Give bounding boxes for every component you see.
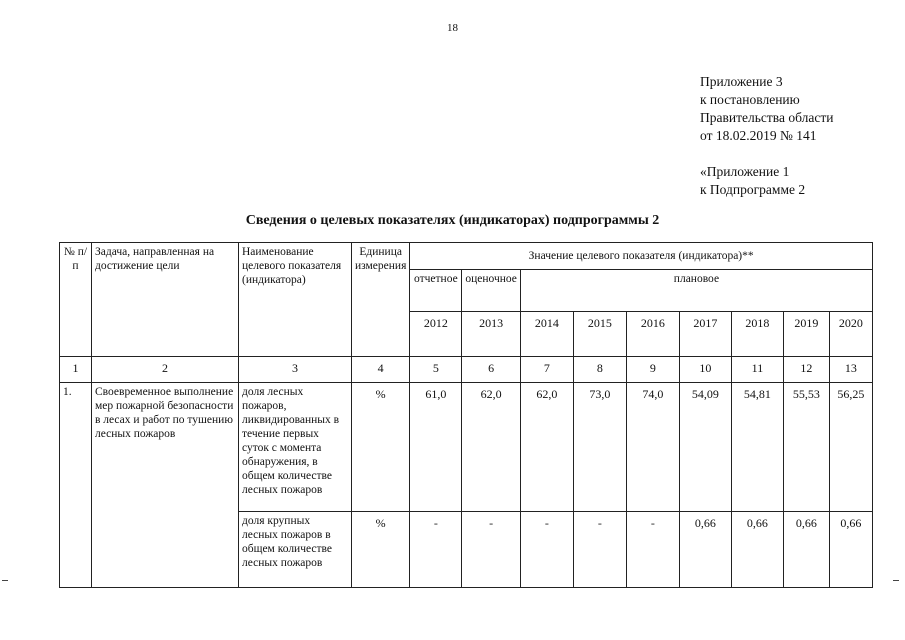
column-number: 11	[731, 357, 783, 383]
header-year: 2014	[520, 312, 573, 357]
row-value: 62,0	[520, 383, 573, 512]
column-number: 2	[92, 357, 239, 383]
header-year: 2019	[783, 312, 829, 357]
row-indicator: доля лесных пожаров, ликвидированных в течение первых суток с момента обнаружения, в общем количестве лесных пожаров	[239, 383, 352, 512]
row-num: 1.	[60, 383, 92, 588]
header-year: 2012	[410, 312, 462, 357]
header-year: 2017	[679, 312, 731, 357]
header-estimated: оценочное	[462, 270, 521, 312]
appendix-line: «Приложение 1	[700, 164, 790, 179]
row-value: 74,0	[626, 383, 679, 512]
appendix-block	[700, 73, 833, 199]
header-reported: отчетное	[410, 270, 462, 312]
row-value: 0,66	[829, 512, 872, 588]
row-value: 62,0	[462, 383, 521, 512]
header-indicator: Наименование целевого показателя (индикатора)	[239, 243, 352, 357]
column-number: 10	[679, 357, 731, 383]
row-value: 73,0	[573, 383, 626, 512]
column-number: 1	[60, 357, 92, 383]
column-number: 6	[462, 357, 521, 383]
header-task: Задача, направленная на достижение цели	[92, 243, 239, 357]
page-number: 18	[447, 22, 458, 34]
row-value: -	[520, 512, 573, 588]
header-year: 2018	[731, 312, 783, 357]
column-number: 4	[352, 357, 410, 383]
column-number: 7	[520, 357, 573, 383]
row-value: 56,25	[829, 383, 872, 512]
column-numbers-row	[60, 357, 873, 383]
row-unit: %	[352, 512, 410, 588]
indicators-table	[59, 242, 873, 588]
appendix-line: Приложение 3	[700, 74, 783, 89]
row-value: -	[573, 512, 626, 588]
row-value: -	[462, 512, 521, 588]
header-year: 2013	[462, 312, 521, 357]
header-planned: плановое	[520, 270, 872, 312]
header-year: 2015	[573, 312, 626, 357]
row-value: 61,0	[410, 383, 462, 512]
document-title: Сведения о целевых показателях (индикаторах) подпрограммы 2	[245, 213, 660, 228]
appendix-line: Правительства области	[700, 110, 834, 125]
row-unit: %	[352, 383, 410, 512]
header-year: 2020	[829, 312, 872, 357]
row-value: 0,66	[679, 512, 731, 588]
appendix-line: от 18.02.2019 № 141	[700, 128, 817, 143]
row-value: 55,53	[783, 383, 829, 512]
table-row	[60, 383, 873, 512]
appendix-line: к Подпрограмме 2	[700, 182, 806, 197]
appendix-line: к постановлению	[700, 92, 800, 107]
header-year: 2016	[626, 312, 679, 357]
column-number: 12	[783, 357, 829, 383]
margin-mark	[2, 580, 8, 581]
row-value: -	[410, 512, 462, 588]
column-number: 9	[626, 357, 679, 383]
row-value: 54,81	[731, 383, 783, 512]
header-value-group: Значение целевого показателя (индикатора)**	[410, 243, 873, 270]
margin-mark	[893, 580, 899, 581]
row-indicator: доля крупных лесных пожаров в общем количестве лесных пожаров	[239, 512, 352, 588]
header-num: № п/п	[60, 243, 92, 357]
column-number: 5	[410, 357, 462, 383]
row-value: 0,66	[731, 512, 783, 588]
row-value: 54,09	[679, 383, 731, 512]
header-unit: Единица измерения	[352, 243, 410, 357]
row-task: Своевременное выполнение мер пожарной безопасности в лесах и работ по тушению лесных пожаров	[92, 383, 239, 588]
row-value: 0,66	[783, 512, 829, 588]
row-value: -	[626, 512, 679, 588]
column-number: 8	[573, 357, 626, 383]
column-number: 13	[829, 357, 872, 383]
column-number: 3	[239, 357, 352, 383]
